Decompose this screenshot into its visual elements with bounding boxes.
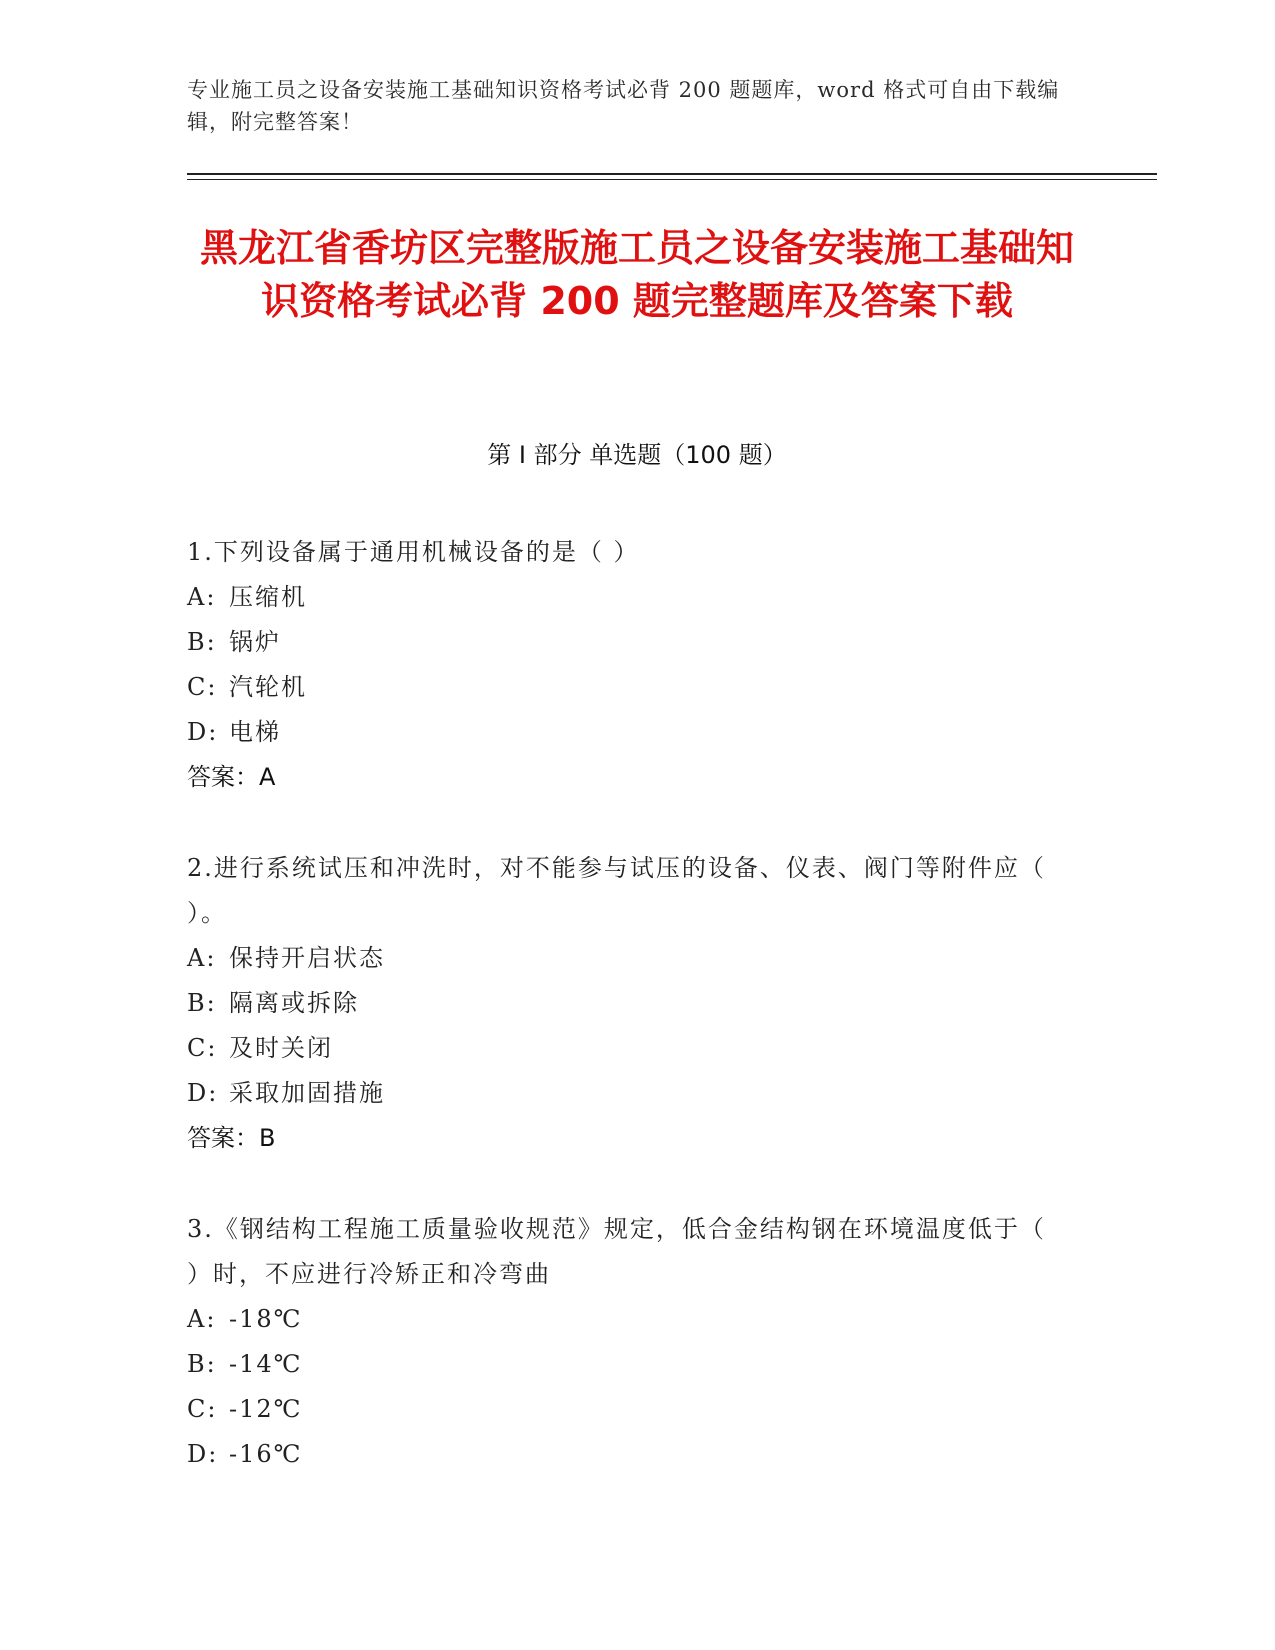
option-text: -16℃: [229, 1440, 303, 1468]
option-letter: B:: [187, 1350, 217, 1378]
option-d: [187, 1071, 1067, 1116]
option-text: 采取加固措施: [229, 1079, 385, 1107]
option-text: 电梯: [229, 718, 281, 746]
option-b: [187, 1342, 1067, 1387]
section-heading: 第 I 部分 单选题（100 题）: [487, 441, 787, 469]
option-d: [187, 710, 1067, 755]
option-letter: A:: [187, 583, 217, 611]
option-letter: C:: [187, 1395, 218, 1423]
option-text: 保持开启状态: [229, 944, 385, 972]
question-item: [187, 1207, 1067, 1477]
option-text: 锅炉: [229, 628, 281, 656]
question-stem: 1.下列设备属于通用机械设备的是（ ）: [187, 538, 640, 566]
option-b: [187, 981, 1067, 1026]
option-text: -18℃: [229, 1305, 303, 1333]
option-text: 汽轮机: [229, 673, 307, 701]
option-c: [187, 665, 1067, 710]
header-divider-thick: [187, 173, 1157, 175]
question-stem: 3.《钢结构工程施工质量验收规范》规定，低合金结构钢在环境温度低于（ ）时，不应进行冷矫正和冷弯曲: [187, 1215, 1046, 1288]
option-letter: A:: [187, 944, 217, 972]
option-b: [187, 620, 1067, 665]
option-text: 隔离或拆除: [229, 989, 359, 1017]
option-a: [187, 936, 1067, 981]
option-text: -14℃: [229, 1350, 303, 1378]
answer-line: 答案：B: [187, 1124, 276, 1152]
option-a: [187, 1297, 1067, 1342]
option-text: -12℃: [229, 1395, 303, 1423]
option-d: [187, 1432, 1067, 1477]
option-letter: D:: [187, 718, 219, 746]
option-letter: D:: [187, 1440, 219, 1468]
option-text: 及时关闭: [229, 1034, 333, 1062]
answer-line: 答案：A: [187, 763, 276, 791]
option-letter: B:: [187, 628, 217, 656]
option-letter: C:: [187, 1034, 218, 1062]
question-item: [187, 530, 1067, 800]
option-letter: A:: [187, 1305, 217, 1333]
option-c: [187, 1387, 1067, 1432]
option-letter: C:: [187, 673, 218, 701]
header-note: 专业施工员之设备安装施工基础知识资格考试必背 200 题题库，word 格式可自由下载编辑，附完整答案！: [187, 78, 1060, 134]
option-a: [187, 575, 1067, 620]
option-c: [187, 1026, 1067, 1071]
document-title: 黑龙江省香坊区完整版施工员之设备安装施工基础知识资格考试必背 200 题完整题库及答案下载: [199, 226, 1074, 323]
question-stem: 2.进行系统试压和冲洗时，对不能参与试压的设备、仪表、阀门等附件应（ ）。: [187, 854, 1046, 927]
header-divider-thin: [187, 179, 1157, 180]
option-letter: B:: [187, 989, 217, 1017]
option-letter: D:: [187, 1079, 219, 1107]
option-text: 压缩机: [229, 583, 307, 611]
question-item: [187, 846, 1067, 1161]
question-list: [187, 530, 1067, 1523]
